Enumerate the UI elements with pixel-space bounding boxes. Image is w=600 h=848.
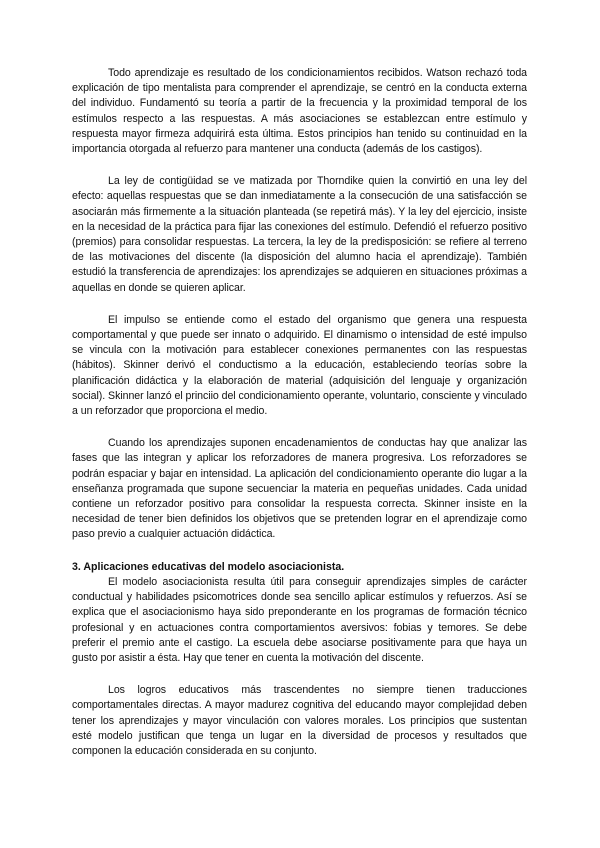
- document-page: [72, 66, 527, 759]
- paragraph-gap: [72, 666, 527, 683]
- paragraph-skinner: Cuando los aprendizajes suponen encadenamientos de conductas hay que analizar las fases que las integran y aplicar los reforzadores de manera progresiva. Los reforzadores se podrán espaciar y bajar en intensidad. La aplicación del condicionamiento operante dio lugar a la enseñanza programada que supone secuenciar la materia en pequeñas unidades. Cada unidad contiene un reforzador positivo para consolidar la respuesta correcta. Skinner insiste en la necesidad de tener bien definidos los objetivos que se pretenden lograr en el aprendizaje como paso previo a cualquier actuación didáctica.: [72, 437, 527, 541]
- paragraph-watson: Todo aprendizaje es resultado de los condicionamientos recibidos. Watson rechazó toda explicación de tipo mentalista para comprender el aprendizaje, se centró en la conducta externa del individuo. Fundamentó su teoría a partir de la frecuencia y la proximidad temporal de los estímulos respecto a las respuestas. A más asociaciones se establezcan entre estímulo y respuesta mayor firmeza adquirirá esta última. Estos principios han tenido su continuidad en la importancia otorgada al refuerzo para mantener una conducta (además de los castigos).: [72, 67, 527, 156]
- paragraph-gap: [72, 543, 527, 560]
- paragraph-gap: [72, 157, 527, 174]
- paragraph-thorndike: La ley de contigüidad se ve matizada por Thorndike quien la convirtió en una ley del efecto: aquellas respuestas que se dan inmediatamente a la consecución de una satisfacción se asociarán más firmemente a la situación planteada (se repetirá más). Y la ley del ejercicio, insiste en la necesidad de la práctica para fijar las conexiones del estímulo. Defendió el refuerzo positivo (premios) para consolidar respuestas. La tercera, la ley de la predisposición: se refiere al terreno de las motivaciones del discente (la disposición del alumno hacia el aprendizaje). También estudió la transferencia de aprendizajes: los aprendizajes se adquieren en situaciones próximas a aquellas en donde se quieren aplicar.: [72, 175, 527, 294]
- paragraph-gap: [72, 419, 527, 436]
- paragraph-impulso: El impulso se entiende como el estado del organismo que genera una respuesta comportamental y que puede ser innato o adquirido. El dinamismo o intensidad de esté impulso se vincula con la motivación para establecer conexiones permanentes con las respuestas (hábitos). Skinner derivó el conductismo a la educación, estableciendo teorías sobre la planificación didáctica y la elaboración de material (adquisición del lenguaje y organización social). Skinner lanzó el princiio del condicionamiento operante, voluntario, consciente y vinculado a un reforzador que proporciona el medio.: [72, 313, 527, 418]
- paragraph-gap: [72, 296, 527, 313]
- section-heading: 3. Aplicaciones educativas del modelo asociacionista.: [72, 560, 345, 573]
- paragraph-aplicaciones: El modelo asociacionista resulta útil para conseguir aprendizajes simples de carácter conductual y habilidades psicomotrices donde sea sencillo aplicar estímulos y refuerzos. Así se explica que el asociacionismo haya sido preponderante en los programas de formación técnico profesional y en actuaciones contra comportamientos aversivos: fobias y temores. Se debe preferir el premio ante el castigo. La escuela debe asociarse positivamente para que haya un gusto por asistir a ésta. Hay que tener en cuenta la motivación del discente.: [72, 575, 527, 664]
- paragraph-logros: Los logros educativos más trascendentes no siempre tienen traducciones comportamentales directas. A mayor madurez cognitiva del educando mayor complejidad deben tener los aprendizajes y mayor vinculación con valores morales. Los principios que sustentan esté modelo justifican que tenga un lugar en la diversidad de procesos y resultados que componen la educación considerada en su conjunto.: [72, 684, 527, 757]
